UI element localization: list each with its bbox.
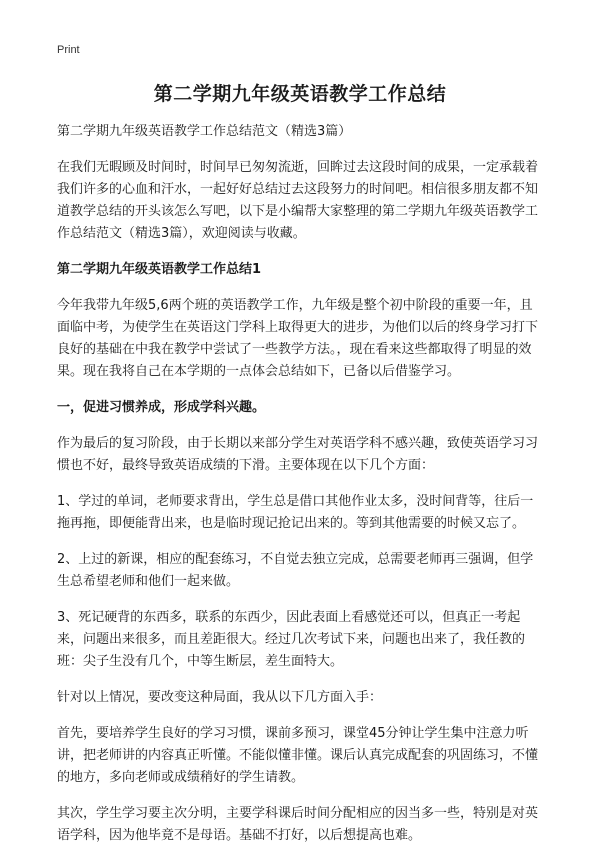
point-paragraph: 作为最后的复习阶段，由于长期以来部分学生对英语学科不感兴趣，致使英语学习习惯也不好，最终导致英语成绩的下滑。主要体现在以下几个方面：: [57, 436, 539, 473]
measure-paragraph-2: 其次，学生学习要主次分明，主要学科课后时间分配相应的因当多一些，特别是对英语学科，因为他毕竟不是母语。基础不打好，以后想提高也难。: [57, 806, 539, 843]
measure-paragraph-1: 首先，要培养学生良好的学习习惯，课前多预习，课堂45分钟让学生集中注意力听讲，把老师讲的内容真正听懂。不能似懂非懂。课后认真完成配套的巩固练习，不懂的地方，多向老师或成绩稍好的学生请教。: [57, 726, 539, 785]
print-link[interactable]: Print: [57, 44, 80, 56]
list-item-2: 2、上过的新课，相应的配套练习，不自觉去独立完成，总需要老师再三强调，但学生总希望老师和他们一起来做。: [57, 552, 534, 589]
section-intro-paragraph: 今年我带九年级5,6两个班的英语教学工作，九年级是整个初中阶段的重要一年，且面临中考，为使学生在英语这门学科上取得更大的进步，为他们以后的终身学习打下良好的基础在中我在教学中尝试了一些教学方法。，现在看来这些都取得了明显的效果。现在我将自己在本学期的一点体会总结如下，已备以后借鉴学习。: [57, 298, 539, 379]
document-body: [57, 121, 541, 847]
section-heading: 第二学期九年级英语教学工作总结1: [57, 262, 262, 277]
intro-paragraph: 在我们无暇顾及时间时，时间早已匆匆流逝，回眸过去这段时间的成果，一定承载着我们许多的心血和汗水，一起好好总结过去这段努力的时间吧。相信很多朋友都不知道教学总结的开头该怎么写吧，以下是小编帮大家整理的第二学期九年级英语教学工作总结范文（精选3篇），欢迎阅读与收藏。: [57, 160, 539, 241]
page-title: 第二学期九年级英语教学工作总结: [153, 83, 447, 105]
point-heading: 一，促进习惯养成，形成学科兴趣。: [57, 400, 266, 415]
list-item-1: 1、学过的单词，老师要求背出，学生总是借口其他作业太多，没时间背等，往后一拖再拖，即便能背出来，也是临时现记抢记出来的。等到其他需要的时候又忘了。: [57, 494, 534, 531]
response-intro: 针对以上情况，要改变这种局面，我从以下几方面入手：: [57, 690, 383, 705]
subtitle: 第二学期九年级英语教学工作总结范文（精选3篇）: [57, 124, 352, 139]
list-item-3: 3、死记硬背的东西多，联系的东西少，因此表面上看感觉还可以，但真正一考起来，问题出来很多，而且差距很大。经过几次考试下来，问题也出来了，我任教的班：尖子生没有几个，中等生断层，差生面特大。: [57, 610, 526, 669]
